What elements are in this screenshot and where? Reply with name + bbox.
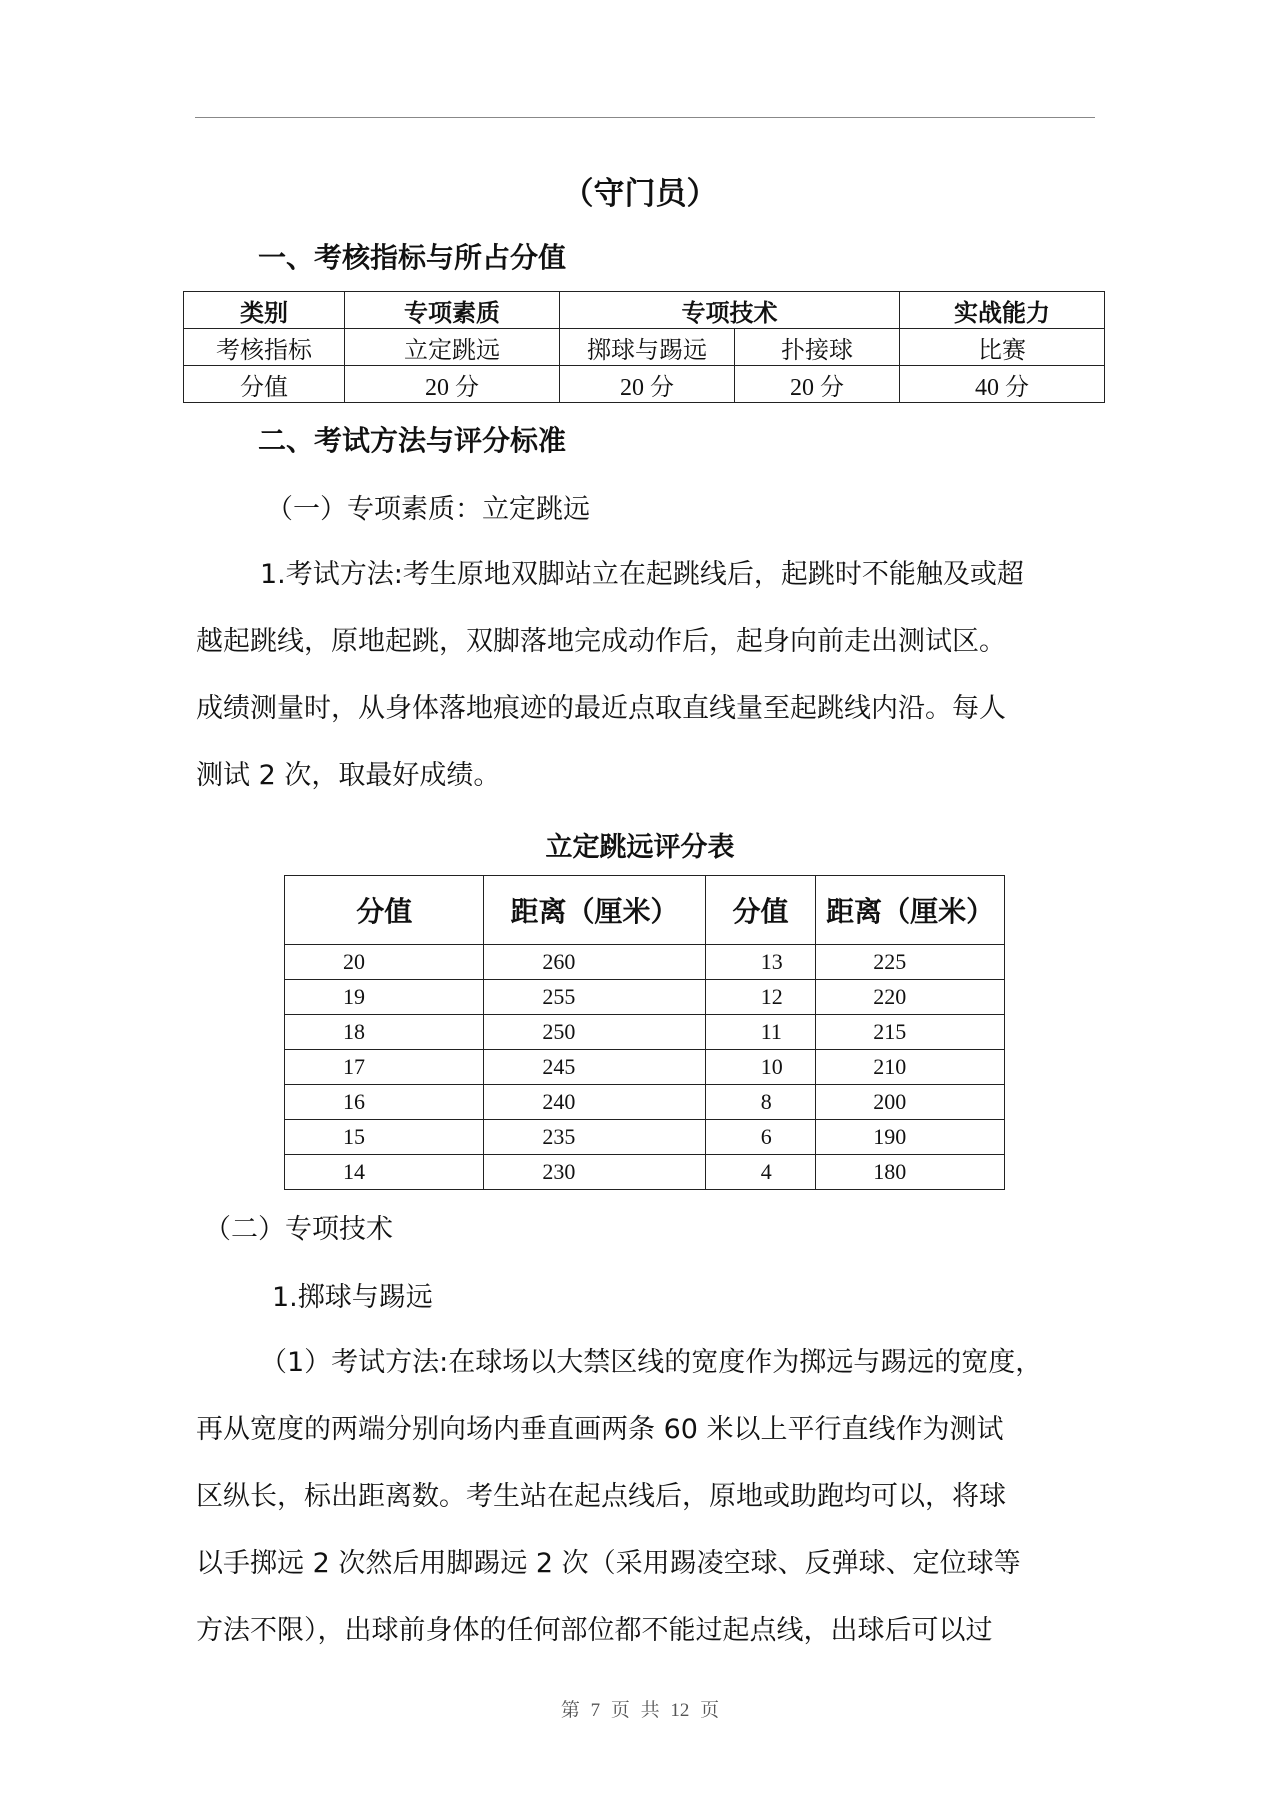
- table-row: [285, 876, 1005, 945]
- paragraph-line: 1.考试方法:考生原地双脚站立在起跳线后，起跳时不能触及或超: [260, 559, 1024, 590]
- table-cell: 分值: [184, 366, 345, 403]
- table-cell: 4: [705, 1155, 816, 1190]
- table-cell: 180: [816, 1155, 1005, 1190]
- table-cell: 扑接球: [735, 329, 900, 366]
- table-cell: 立定跳远: [345, 329, 560, 366]
- table-cell: 20 分: [345, 366, 560, 403]
- paragraph-line: 再从宽度的两端分别向场内垂直画两条 60 米以上平行直线作为测试: [196, 1414, 1004, 1445]
- table-cell: 260: [484, 945, 705, 980]
- table-header-cell: 专项技术: [560, 292, 900, 329]
- page-title: （守门员）: [562, 176, 718, 212]
- section2-heading: 二、考试方法与评分标准: [258, 424, 567, 457]
- table-cell: 20 分: [735, 366, 900, 403]
- table-row: [184, 292, 1105, 329]
- table-cell: 比赛: [900, 329, 1105, 366]
- paragraph-line: 区纵长，标出距离数。考生站在起点线后，原地或助跑均可以，将球: [196, 1481, 1006, 1512]
- table-header-cell: 分值: [705, 876, 816, 945]
- table-cell: 考核指标: [184, 329, 345, 366]
- table-cell: 20: [285, 945, 484, 980]
- subsection2-heading: （二）专项技术: [204, 1214, 393, 1245]
- table-cell: 14: [285, 1155, 484, 1190]
- table-cell: 17: [285, 1050, 484, 1085]
- table-row: [184, 366, 1105, 403]
- table-cell: 11: [705, 1015, 816, 1050]
- table-header-cell: 距离（厘米）: [484, 876, 705, 945]
- table-cell: 240: [484, 1085, 705, 1120]
- table-cell: 掷球与踢远: [560, 329, 735, 366]
- table-cell: 220: [816, 980, 1005, 1015]
- paragraph-line: 越起跳线，原地起跳，双脚落地完成动作后，起身向前走出测试区。: [196, 626, 1006, 657]
- table-cell: 18: [285, 1015, 484, 1050]
- table-cell: 245: [484, 1050, 705, 1085]
- table-cell: 8: [705, 1085, 816, 1120]
- table-cell: 12: [705, 980, 816, 1015]
- paragraph-line: 以手掷远 2 次然后用脚踢远 2 次（采用踢凌空球、反弹球、定位球等: [196, 1548, 1021, 1579]
- paragraph-method-throw-kick: [196, 1329, 1096, 1664]
- table-cell: 210: [816, 1050, 1005, 1085]
- table-header-cell: 分值: [285, 876, 484, 945]
- item1-heading: 1.掷球与踢远: [272, 1282, 433, 1313]
- subsection1-heading: （一）专项素质：立定跳远: [266, 494, 590, 525]
- table-cell: 200: [816, 1085, 1005, 1120]
- header-rule: [195, 117, 1095, 118]
- table-cell: 20 分: [560, 366, 735, 403]
- table-cell: 250: [484, 1015, 705, 1050]
- table-header-cell: 实战能力: [900, 292, 1105, 329]
- table-row: [184, 329, 1105, 366]
- score-allocation-table: [183, 291, 1105, 403]
- table-row: [285, 980, 1005, 1015]
- table-cell: 15: [285, 1120, 484, 1155]
- page-footer: 第 7 页 共 12 页: [560, 1700, 720, 1721]
- section1-heading: 一、考核指标与所占分值: [258, 241, 567, 274]
- table-row: [285, 945, 1005, 980]
- paragraph-line: （1）考试方法:在球场以大禁区线的宽度作为掷远与踢远的宽度，: [260, 1347, 1043, 1378]
- table-cell: 6: [705, 1120, 816, 1155]
- table-cell: 225: [816, 945, 1005, 980]
- table-header-cell: 类别: [184, 292, 345, 329]
- table-row: [285, 1155, 1005, 1190]
- table-cell: 13: [705, 945, 816, 980]
- table-row: [285, 1015, 1005, 1050]
- table-cell: 230: [484, 1155, 705, 1190]
- table-cell: 190: [816, 1120, 1005, 1155]
- paragraph-line: 测试 2 次，取最好成绩。: [196, 760, 501, 791]
- table-cell: 235: [484, 1120, 705, 1155]
- table-row: [285, 1050, 1005, 1085]
- paragraph-line: 成绩测量时，从身体落地痕迹的最近点取直线量至起跳线内沿。每人: [196, 693, 1006, 724]
- table-cell: 10: [705, 1050, 816, 1085]
- standing-jump-score-table: [284, 875, 1005, 1190]
- table-row: [285, 1085, 1005, 1120]
- table-caption: 立定跳远评分表: [545, 832, 735, 863]
- table-cell: 40 分: [900, 366, 1105, 403]
- table-cell: 215: [816, 1015, 1005, 1050]
- table-cell: 16: [285, 1085, 484, 1120]
- paragraph-method-standing-jump: [196, 541, 1096, 809]
- table-header-cell: 距离（厘米）: [816, 876, 1005, 945]
- table-cell: 19: [285, 980, 484, 1015]
- table-header-cell: 专项素质: [345, 292, 560, 329]
- paragraph-line: 方法不限），出球前身体的任何部位都不能过起点线，出球后可以过: [196, 1615, 993, 1646]
- table-row: [285, 1120, 1005, 1155]
- table-cell: 255: [484, 980, 705, 1015]
